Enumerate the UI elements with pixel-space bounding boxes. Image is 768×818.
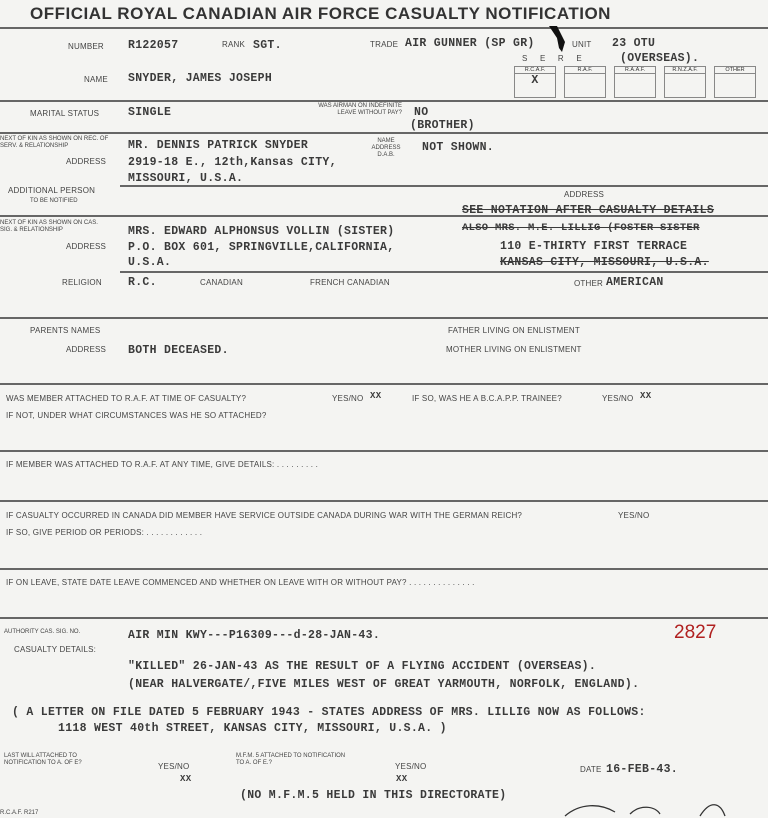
note-line-2: 1118 WEST 40th STREET, KANSAS CITY, MISSOURI, U.S.A. ): [58, 722, 447, 735]
additional-label-2: TO BE NOTIFIED: [30, 198, 78, 204]
leave-question: IF ON LEAVE, STATE DATE LEAVE COMMENCED AND WHETHER ON LEAVE WITH OR WITHOUT PAY? . . . . . . . . . . . . . .: [6, 578, 475, 587]
other-value: AMERICAN: [606, 276, 664, 289]
nok1-dab-label: NAME ADDRESS D.A.B.: [371, 138, 401, 158]
mfm-note: (NO M.F.M.5 HELD IN THIS DIRECTORATE): [240, 789, 507, 802]
unit-value: 23 OTU: [612, 37, 656, 50]
nok1-address-1: 2919-18 E., 12th,Kansas CITY,: [128, 156, 337, 169]
divider: [0, 617, 768, 619]
note-line-1: ( A LETTER ON FILE DATED 5 FEBRUARY 1943 - STATES ADDRESS OF MRS. LILLIG NOW AS FOLLOWS:: [12, 706, 646, 719]
parents-label: PARENTS NAMES: [30, 326, 101, 335]
date-value: 16-FEB-43.: [606, 763, 679, 776]
form-number: R.C.A.F. R217: [0, 810, 39, 816]
raf-question: WAS MEMBER ATTACHED TO R.A.F. AT TIME OF CASUALTY?: [6, 394, 247, 403]
form-title: OFFICIAL ROYAL CANADIAN AIR FORCE CASUALTY NOTIFICATION: [30, 4, 611, 23]
number-value: R122057: [128, 39, 179, 52]
leave-value: NO: [414, 106, 429, 119]
marital-value: SINGLE: [128, 106, 172, 119]
divider: [120, 271, 768, 273]
nok1-relation: (BROTHER): [410, 119, 475, 132]
box-letters: S E R E: [522, 54, 582, 63]
detail-line-2: (NEAR HALVERGATE/,FIVE MILES WEST OF GREAT YARMOUTH, NORFOLK, ENGLAND).: [128, 678, 640, 691]
divider: [0, 317, 768, 319]
trade-label: TRADE: [370, 40, 399, 49]
casualty-details-label: CASUALTY DETAILS:: [14, 645, 97, 654]
mfm-answer: XX: [396, 774, 408, 784]
will-label: LAST WILL ATTACHED TO NOTIFICATION TO A. OF E?: [4, 753, 82, 766]
raaf-box: R.A.A.F.: [614, 66, 656, 98]
canadian-label: CANADIAN: [200, 278, 243, 287]
date-label: DATE: [580, 765, 602, 774]
divider: [0, 450, 768, 452]
nok1-address-2: MISSOURI, U.S.A.: [128, 172, 244, 185]
detail-line-1: "KILLED" 26-JAN-43 AS THE RESULT OF A FLYING ACCIDENT (OVERSEAS).: [128, 660, 597, 673]
name-label: NAME: [84, 75, 108, 84]
mfm-label: M.F.M. 5 ATTACHED TO NOTIFICATION TO A. OF E.?: [236, 753, 346, 766]
nok1-dab-value: NOT SHOWN.: [422, 141, 495, 154]
will-yesno: YES/NO: [158, 762, 190, 771]
see-notation: SEE NOTATION AFTER CASUALTY DETAILS: [462, 204, 715, 217]
leave-label: WAS AIRMAN ON INDEFINITE LEAVE WITHOUT PAY?: [318, 103, 402, 116]
religion-label: RELIGION: [62, 278, 102, 287]
marital-label: MARITAL STATUS: [30, 109, 100, 118]
will-answer: XX: [180, 774, 192, 784]
outside-yesno: YES/NO: [618, 511, 650, 520]
raf-box: R.A.F.: [564, 66, 606, 98]
authority-value: AIR MIN KWY---P16309---d-28-JAN-43.: [128, 629, 381, 642]
religion-value: R.C.: [128, 276, 157, 289]
rank-value: SGT.: [253, 39, 282, 52]
signature: [560, 798, 740, 818]
periods-question: IF SO, GIVE PERIOD OR PERIODS: . . . . . . . . . . . .: [6, 528, 203, 537]
name-value: SNYDER, JAMES JOSEPH: [128, 72, 273, 85]
divider: [0, 132, 768, 134]
raf-any-question: IF MEMBER WAS ATTACHED TO R.A.F. AT ANY TIME, GIVE DETAILS: . . . . . . . . .: [6, 460, 319, 469]
divider: [0, 27, 768, 29]
nok2-address-label: ADDRESS: [66, 242, 107, 251]
trade-value: AIR GUNNER (SP GR): [405, 37, 535, 50]
nok1-value: MR. DENNIS PATRICK SNYDER: [128, 139, 309, 152]
french-canadian-label: FRENCH CANADIAN: [310, 278, 390, 287]
divider: [0, 100, 768, 102]
mfm-yesno: YES/NO: [395, 762, 427, 771]
outside-canada-question: IF CASUALTY OCCURRED IN CANADA DID MEMBER HAVE SERVICE OUTSIDE CANADA DURING WAR WITH THE GERMAN REICH?: [6, 511, 523, 520]
raf-yesno: YES/NO: [332, 394, 364, 403]
nok1-address-label: ADDRESS: [66, 157, 107, 166]
bcatp-yesno: YES/NO: [602, 394, 634, 403]
circumstances-question: IF NOT, UNDER WHAT CIRCUMSTANCES WAS HE SO ATTACHED?: [6, 411, 267, 420]
raf-answer: XX: [370, 391, 382, 401]
divider: [0, 383, 768, 385]
authority-label: AUTHORITY CAS. SIG. NO.: [4, 629, 81, 635]
divider: [120, 185, 768, 187]
parents-value: BOTH DECEASED.: [128, 344, 229, 357]
other-box: OTHER: [714, 66, 756, 98]
unit-label: UNIT: [572, 40, 592, 49]
mother-label: MOTHER LIVING ON ENLISTMENT: [446, 345, 582, 354]
unit-value-2: (OVERSEAS).: [620, 52, 700, 65]
additional-address-1: 110 E-THIRTY FIRST TERRACE: [500, 240, 688, 253]
rcaf-box: R.C.A.F. X: [514, 66, 556, 98]
additional-address-2: KANSAS CITY, MISSOURI, U.S.A.: [500, 256, 709, 269]
ink-mark: [548, 26, 566, 52]
divider: [0, 568, 768, 570]
number-label: NUMBER: [68, 42, 104, 51]
rnzaf-box: R.N.Z.A.F.: [664, 66, 706, 98]
additional-label: ADDITIONAL PERSON: [8, 186, 96, 195]
nok2-label: NEXT OF KIN AS SHOWN ON CAS. SIG. & RELATIONSHIP: [0, 220, 98, 233]
father-label: FATHER LIVING ON ENLISTMENT: [448, 326, 580, 335]
nok1-label: NEXT OF KIN AS SHOWN ON REC. OF SERV. & RELATIONSHIP: [0, 136, 109, 149]
nok2-address-2: U.S.A.: [128, 256, 172, 269]
bcatp-answer: XX: [640, 391, 652, 401]
parents-address-label: ADDRESS: [66, 345, 107, 354]
nok2-address-1: P.O. BOX 601, SPRINGVILLE,CALIFORNIA,: [128, 241, 395, 254]
file-number: 2827: [674, 622, 717, 643]
rank-label: RANK: [222, 40, 246, 49]
nok2-value: MRS. EDWARD ALPHONSUS VOLLIN (SISTER): [128, 225, 395, 238]
divider: [0, 500, 768, 502]
bcatp-question: IF SO, WAS HE A B.C.A.P.P. TRAINEE?: [412, 394, 562, 403]
additional-address-label: ADDRESS: [564, 190, 605, 199]
other-label: OTHER: [574, 279, 603, 288]
additional-person-struck: ALSO MRS. M.E. LILLIG (FOSTER SISTER: [462, 222, 700, 234]
